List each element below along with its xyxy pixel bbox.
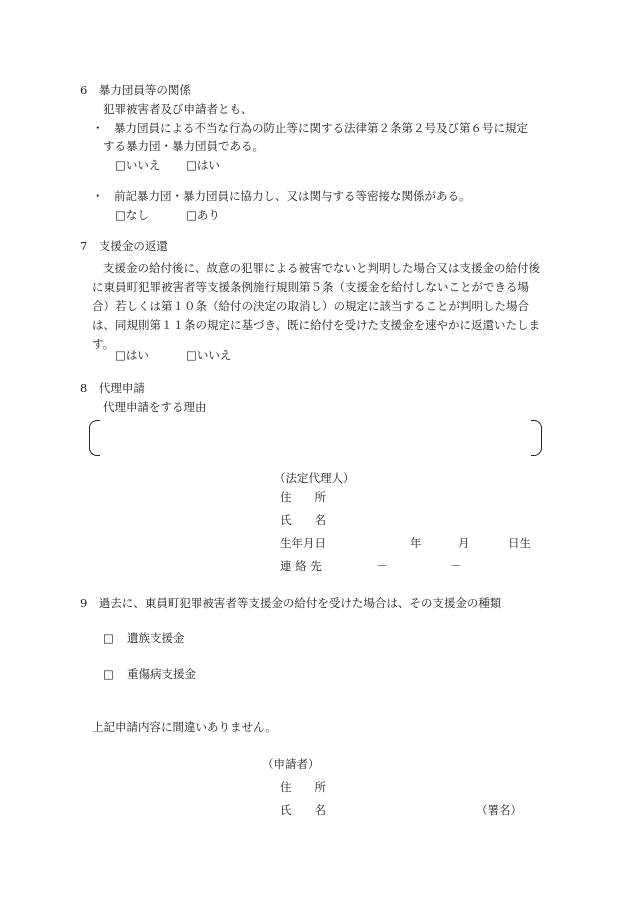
section6-item1-line2: する暴力団・暴力団員である。 [103, 139, 264, 153]
section7-heading: 7 支援金の返還 [80, 239, 168, 253]
agent-address-label: 住 所 [280, 490, 326, 504]
contact-separator: － [450, 559, 462, 573]
section9-heading: 9 過去に、東員町犯罪被害者等支援金の給付を受けた場合は、その支援金の種類 [80, 596, 502, 610]
checkbox-none[interactable]: □なし [115, 208, 149, 222]
signature-note: （署名） [476, 803, 522, 817]
section6-item2-text: 前記暴力団・暴力団員に協力し、又は関与する等密接な関係がある。 [114, 189, 471, 203]
agent-contact-label: 連 絡 先 [280, 559, 322, 573]
birth-month-unit: 月 [458, 536, 470, 550]
section6-intro: 犯罪被害者及び申請者とも、 [103, 102, 253, 116]
agent-name-label: 氏 名 [280, 513, 326, 527]
checkbox-no[interactable]: □いいえ [186, 348, 232, 362]
declaration-statement: 上記申請内容に間違いありません。 [92, 720, 277, 734]
section7-body: 支援金の給付後に、故意の犯罪による被害でないと判明した場合又は支援金の給付後に東員町犯罪被害者等支援条例施行規則第５条（支援金を給付しないことができる場合）若しくは第１０条（給付の決定の取消し）の規定に該当することが判明した場合は、同規則第１１条の規定に基づき、既に給付を受けた支援金を速やかに返還いたします。 [92, 261, 541, 351]
bullet-mark: ・ [92, 121, 104, 135]
checkbox-no[interactable]: □いいえ [115, 158, 161, 172]
applicant-name-label: 氏 名 [280, 803, 326, 817]
agent-title: （法定代理人） [274, 471, 355, 485]
left-bracket [89, 420, 100, 456]
birth-day-unit: 日生 [508, 536, 531, 550]
section8-heading: 8 代理申請 [80, 381, 145, 395]
reason-input[interactable] [104, 428, 524, 444]
agent-birth-label: 生年月日 [280, 536, 326, 550]
section6-heading: 6 暴力団員等の関係 [80, 83, 191, 97]
checkbox-exists[interactable]: □あり [186, 208, 220, 222]
reason-label: 代理申請をする理由 [103, 400, 207, 414]
section6-item1-line1: 暴力団員による不当な行為の防止等に関する法律第２条第２号及び第６号に規定 [114, 121, 528, 135]
applicant-title: （申請者） [262, 757, 320, 771]
checkbox-bereaved[interactable]: □ [103, 631, 114, 645]
checkbox-yes[interactable]: □はい [186, 158, 220, 172]
bullet-mark: ・ [92, 189, 104, 203]
checkbox-injury[interactable]: □ [103, 667, 114, 681]
applicant-address-label: 住 所 [280, 780, 326, 794]
birth-year-unit: 年 [410, 536, 422, 550]
checkbox-yes[interactable]: □はい [115, 348, 149, 362]
bereaved-support-label: 遺族支援金 [127, 631, 185, 645]
right-bracket [531, 420, 542, 456]
injury-support-label: 重傷病支援金 [127, 667, 196, 681]
contact-separator: － [376, 559, 388, 573]
